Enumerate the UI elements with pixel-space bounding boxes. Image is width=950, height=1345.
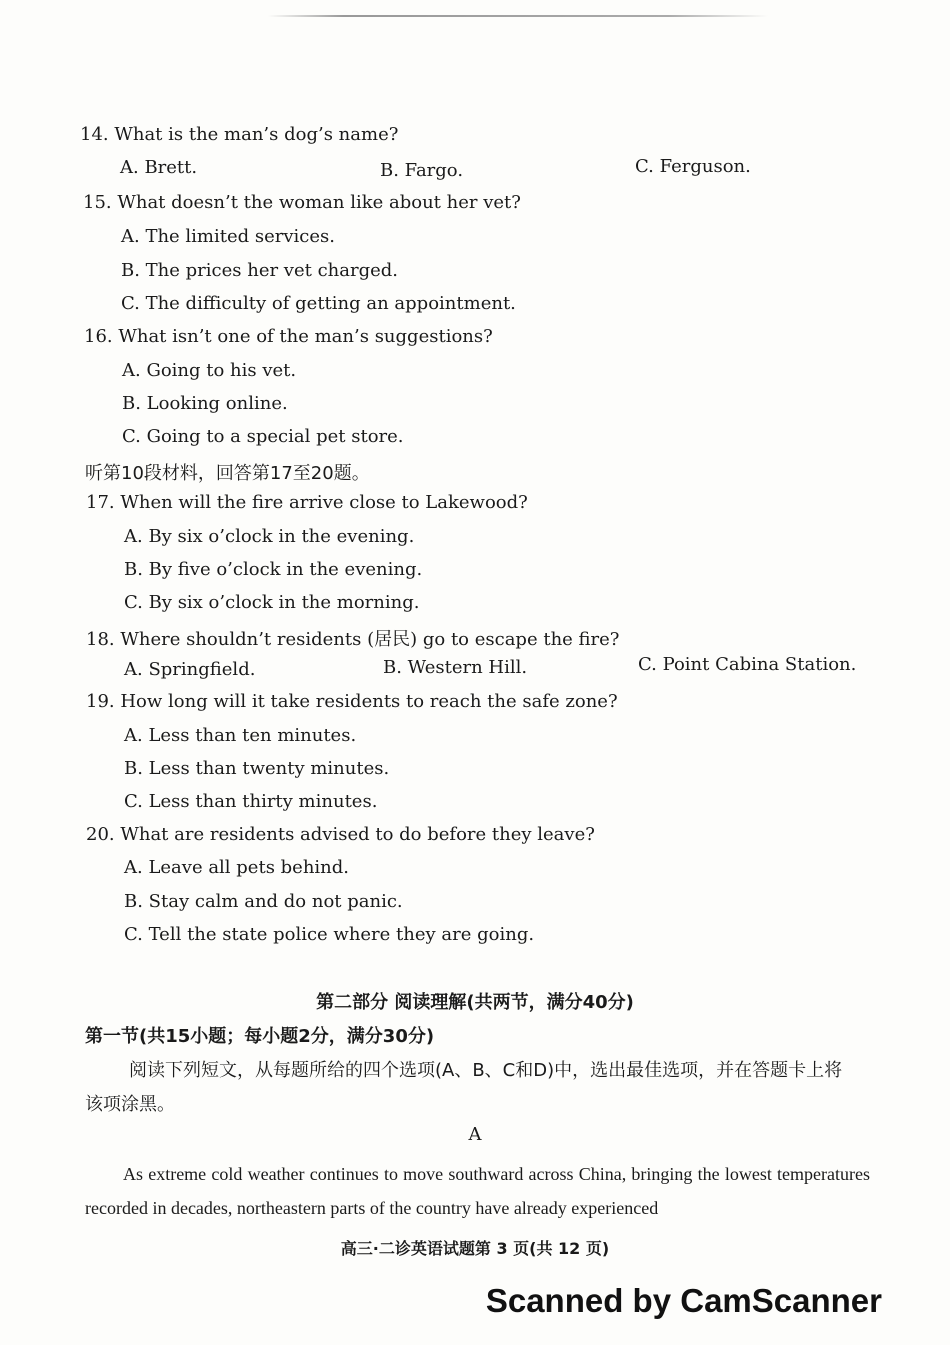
listening-instruction: 听第10段材料，回答第17至20题。 [85,463,370,484]
question-16-option-c: C. Going to a special pet store. [122,426,404,447]
question-19-option-b: B. Less than twenty minutes. [124,758,390,779]
question-18-option-b: B. Western Hill. [383,657,528,678]
question-14-option-c: C. Ferguson. [635,156,751,177]
question-19-option-c: C. Less than thirty minutes. [124,791,378,812]
question-18-stem: 18. Where shouldn’t residents (居民) go to escape the fire? [86,629,620,650]
question-15-option-c: C. The difficulty of getting an appointment. [121,293,516,314]
question-14-option-b: B. Fargo. [380,160,464,181]
question-18-option-a: A. Springfield. [124,659,256,680]
question-17-stem: 17. When will the fire arrive close to Lakewood? [86,492,528,513]
section-title: 第二部分 阅读理解(共两节，满分40分) [316,992,634,1013]
question-15-option-a: A. The limited services. [121,226,335,247]
question-16-option-a: A. Going to his vet. [122,360,297,381]
reading-instructions: 阅读下列短文，从每题所给的四个选项(A、B、C和D)中，选出最佳选项，并在答题卡上将该项涂黑。 [85,1060,843,1115]
question-16-stem: 16. What isn’t one of the man’s suggestions? [84,326,493,347]
passage-text: As extreme cold weather continues to move southward across China, bringing the lowest temperatures recorded in decades, northeastern parts of the country have already experienced [85,1164,870,1218]
question-20-option-b: B. Stay calm and do not panic. [124,891,403,912]
question-15-option-b: B. The prices her vet charged. [121,260,398,281]
sub-section-title: 第一节(共15小题；每小题2分，满分30分) [85,1026,435,1047]
question-17-option-a: A. By six o’clock in the evening. [124,526,415,547]
question-14-stem: 14. What is the man’s dog’s name? [80,124,399,145]
question-20-stem: 20. What are residents advised to do before they leave? [86,824,595,845]
question-17-option-c: C. By six o’clock in the morning. [124,592,420,613]
question-20-option-c: C. Tell the state police where they are going. [124,924,535,945]
question-17-option-b: B. By five o’clock in the evening. [124,559,423,580]
question-20-option-a: A. Leave all pets behind. [124,857,350,878]
scanner-watermark: Scanned by CamScanner [485,1282,882,1319]
question-15-stem: 15. What doesn’t the woman like about her vet? [83,192,521,213]
page-footer: 高三·二诊英语试题第 3 页(共 12 页) [340,1239,610,1258]
question-14-option-a: A. Brett. [120,157,198,178]
question-19-stem: 19. How long will it take residents to reach the safe zone? [86,691,618,712]
question-19-option-a: A. Less than ten minutes. [124,725,357,746]
scan-top-line [268,15,768,17]
passage-label: A [468,1124,482,1145]
question-18-option-c: C. Point Cabina Station. [638,654,857,675]
question-16-option-b: B. Looking online. [122,393,288,414]
